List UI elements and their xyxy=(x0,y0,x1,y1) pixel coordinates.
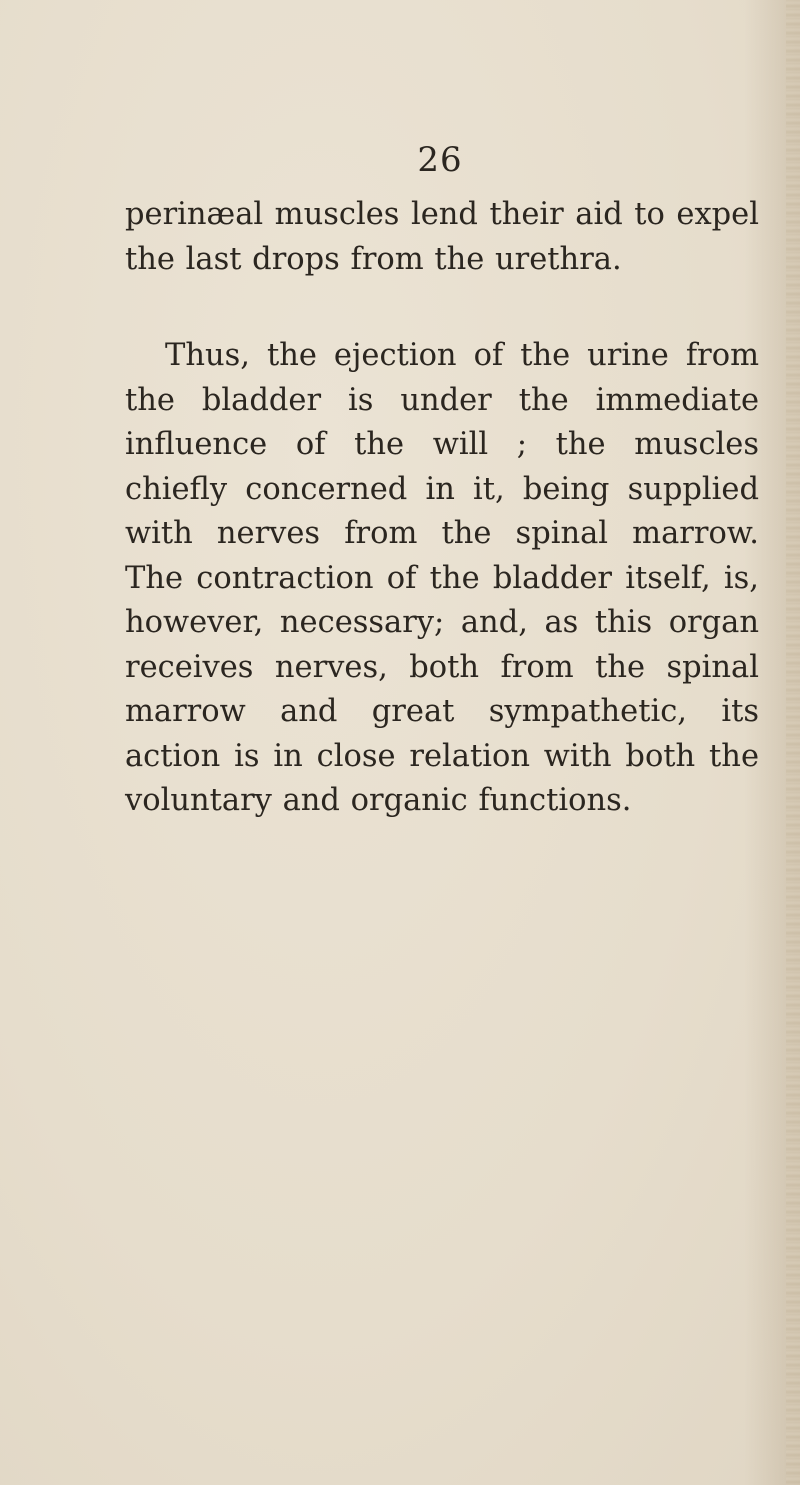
paragraph-1: perinæal muscles lend their aid to expel the last drops from the urethra. xyxy=(125,197,759,277)
page-number: 26 xyxy=(417,140,463,180)
page-edge-shadow xyxy=(786,0,800,1485)
paragraph-2: Thus, the ejection of the urine from the bladder is under the immediate influence of the will ; the muscles chiefly concerned in it, being supplied with nerves from the spinal marrow. The contraction of the bladder itself, is, however, necessary; and, as this organ receives nerves, both from the spinal marrow and great sympathetic, its action is in close relation with both the voluntary and organic functions. xyxy=(125,338,759,818)
